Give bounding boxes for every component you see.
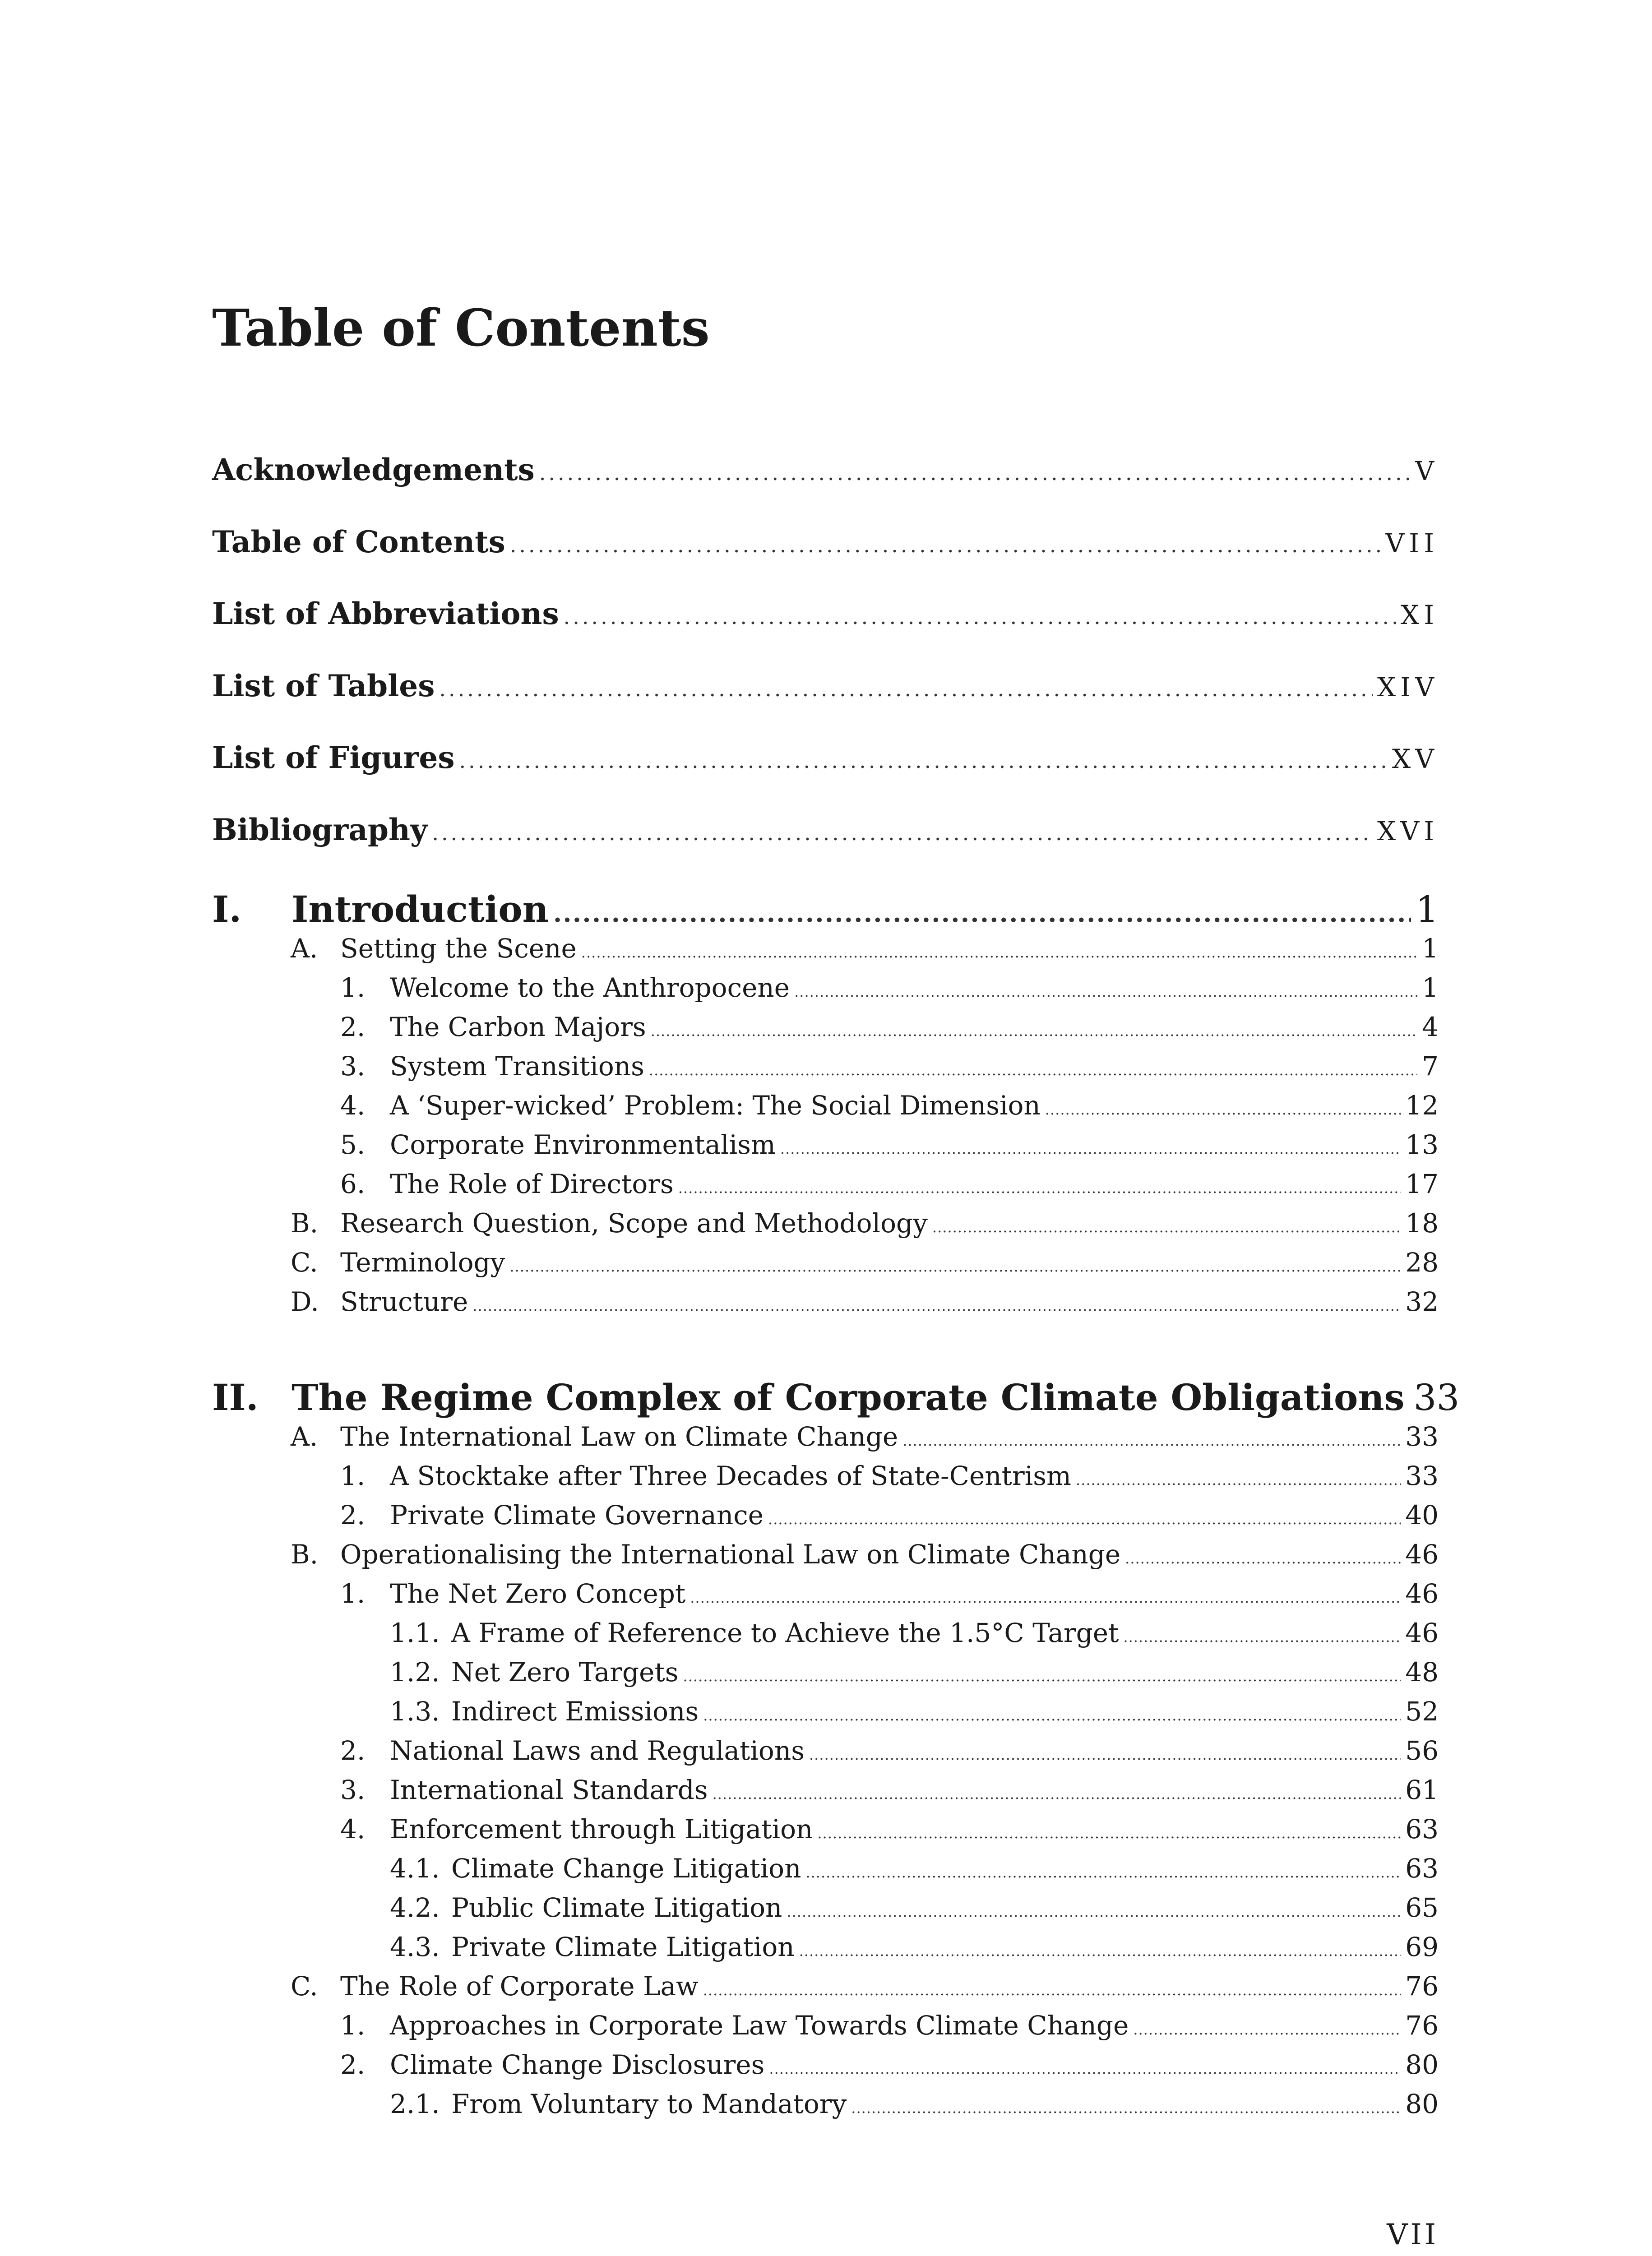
dot-leader (809, 1746, 1401, 1763)
dot-leader (1125, 1550, 1401, 1567)
toc-entry[interactable] (340, 972, 1439, 1008)
toc-front-matter-item[interactable] (212, 596, 1439, 637)
page-number: VII (1387, 2218, 1439, 2251)
toc-entry-page: 52 (1405, 1696, 1439, 1727)
toc-entry-number: 5. (340, 1129, 366, 1160)
toc-entry[interactable] (390, 1892, 1439, 1928)
toc-entry-number: 2. (340, 1735, 366, 1766)
toc-entry[interactable] (291, 1971, 1439, 2007)
toc-entry-title: Terminology (340, 1247, 505, 1278)
toc-entry-title: Bibliography (212, 812, 428, 847)
toc-entry-page: 76 (1405, 1971, 1439, 2002)
toc-entry-number: 1.3. (390, 1696, 440, 1727)
toc-entry[interactable] (340, 1578, 1439, 1614)
dot-leader (769, 2060, 1401, 2077)
toc-entry-page: 46 (1405, 1539, 1439, 1570)
dot-leader (1123, 1628, 1401, 1646)
toc-entry-title: National Laws and Regulations (390, 1735, 805, 1766)
dot-leader (509, 1258, 1401, 1275)
dot-leader (690, 1589, 1401, 1606)
dot-leader (510, 533, 1381, 557)
toc-entry-number: 6. (340, 1169, 366, 1199)
toc-entry[interactable] (390, 1853, 1439, 1889)
toc-entry-page: XV (1392, 744, 1439, 774)
dot-leader (683, 1668, 1401, 1685)
toc-entry-title: A Stocktake after Three Decades of State-Centrism (390, 1461, 1072, 1491)
toc-entry-page: 33 (1405, 1421, 1439, 1452)
toc-entry-page: 48 (1405, 1657, 1439, 1687)
toc-entry-title: The Role of Directors (390, 1169, 674, 1199)
toc-entry-page: 32 (1405, 1286, 1439, 1317)
toc-entry-page: 65 (1405, 1892, 1439, 1923)
toc-entry-page: 7 (1422, 1051, 1439, 1082)
dot-leader (539, 461, 1411, 485)
dot-leader (817, 1825, 1401, 1842)
toc-entry-page: 46 (1405, 1578, 1439, 1609)
toc-entry[interactable] (340, 1012, 1439, 1048)
toc-entry-title: The Regime Complex of Corporate Climate Obligations (292, 1376, 1405, 1419)
toc-entry-title: Climate Change Disclosures (390, 2049, 765, 2080)
dot-leader (651, 1022, 1417, 1040)
toc-entry-page: 28 (1405, 1247, 1439, 1278)
toc-entry-number: 4. (340, 1090, 366, 1121)
toc-entry-number: 2.1. (390, 2089, 440, 2119)
toc-entry-title: Climate Change Litigation (451, 1853, 801, 1884)
toc-entry-number: 1. (340, 1578, 366, 1609)
toc-entry-page: V (1415, 456, 1439, 486)
dot-leader (439, 677, 1372, 701)
dot-leader (851, 2099, 1401, 2117)
toc-entry-number: C. (291, 1247, 318, 1278)
dot-leader (553, 898, 1411, 928)
toc-entry-number: C. (291, 1971, 318, 2002)
toc-entry-number: A. (291, 1421, 318, 1452)
dot-leader (703, 1982, 1401, 1999)
dot-leader (564, 605, 1396, 629)
toc-entry-number: 1. (340, 2010, 366, 2041)
dot-leader (794, 983, 1417, 1000)
toc-front-matter-item[interactable] (212, 452, 1439, 493)
toc-entry-title: The Net Zero Concept (390, 1578, 686, 1609)
toc-entry[interactable] (390, 1932, 1439, 1968)
toc-entry-title: List of Figures (212, 740, 455, 775)
toc-entry-title: A ‘Super-wicked’ Problem: The Social Dimension (390, 1090, 1041, 1121)
toc-entry-title: Welcome to the Anthropocene (390, 972, 790, 1003)
toc-entry-title: The Role of Corporate Law (340, 1971, 699, 2002)
toc-entry-page: 4 (1422, 1012, 1439, 1042)
toc-entry-number: 1.1. (390, 1618, 440, 1648)
toc-entry-page: 76 (1405, 2010, 1439, 2041)
toc-entry[interactable] (340, 2010, 1439, 2046)
toc-entry-page: 46 (1405, 1618, 1439, 1648)
toc-entry-title: Setting the Scene (340, 933, 577, 964)
toc-entry-page: XI (1400, 600, 1439, 630)
toc-front-matter-item[interactable] (212, 524, 1439, 565)
toc-entry[interactable] (291, 933, 1439, 969)
dot-leader (787, 1903, 1401, 1920)
toc-entry[interactable] (390, 1618, 1439, 1654)
toc-entry-title: A Frame of Reference to Achieve the 1.5°C Target (451, 1618, 1119, 1648)
dot-leader (713, 1785, 1401, 1803)
page-title: Table of Contents (212, 299, 710, 358)
dot-leader (902, 1432, 1401, 1449)
toc-entry-page: 1 (1422, 972, 1439, 1003)
toc-entry-title: Structure (340, 1286, 468, 1317)
toc-entry-title: Acknowledgements (212, 452, 535, 487)
toc-entry[interactable] (340, 1129, 1439, 1165)
toc-entry-page: 80 (1405, 2049, 1439, 2080)
toc-entry-number: D. (291, 1286, 319, 1317)
toc-front-matter-item[interactable] (212, 812, 1439, 853)
toc-entry-page: 13 (1405, 1129, 1439, 1160)
toc-entry-title: Net Zero Targets (451, 1657, 679, 1687)
toc-entry-number: 4. (340, 1814, 366, 1845)
toc-entry[interactable] (390, 2089, 1439, 2125)
dot-leader (432, 821, 1373, 845)
toc-entry-number: 4.1. (390, 1853, 440, 1884)
toc-entry-page: XVI (1377, 815, 1439, 846)
toc-entry-number: 2. (340, 1012, 366, 1042)
dot-leader (1133, 2021, 1401, 2038)
toc-entry[interactable] (340, 1461, 1439, 1497)
toc-entry[interactable] (291, 1247, 1439, 1283)
toc-entry[interactable] (340, 1090, 1439, 1126)
toc-entry-page: 17 (1405, 1169, 1439, 1199)
toc-entry-page: XIV (1377, 671, 1439, 703)
toc-entry-title: System Transitions (390, 1051, 644, 1082)
toc-entry-title: Corporate Environmentalism (390, 1129, 776, 1160)
toc-entry-page: 63 (1405, 1814, 1439, 1845)
toc-entry[interactable] (390, 1657, 1439, 1693)
toc-entry-page: 12 (1405, 1090, 1439, 1121)
toc-entry-page: 33 (1405, 1461, 1439, 1491)
dot-leader (1076, 1471, 1401, 1489)
toc-entry-page: 63 (1405, 1853, 1439, 1884)
dot-leader (678, 1179, 1401, 1197)
toc-entry-number: 4.3. (390, 1932, 440, 1962)
toc-entry[interactable] (340, 1500, 1439, 1536)
toc-entry[interactable] (340, 2049, 1439, 2085)
toc-entry-number: 1. (340, 972, 366, 1003)
toc-entry-title: List of Abbreviations (212, 596, 559, 631)
toc-entry-title: List of Tables (212, 668, 435, 703)
toc-entry[interactable] (291, 1208, 1439, 1244)
toc-entry[interactable] (390, 1696, 1439, 1732)
toc-entry-number: 1.2. (390, 1657, 440, 1687)
dot-leader (472, 1297, 1401, 1314)
toc-entry-title: Private Climate Litigation (451, 1932, 795, 1962)
toc-entry-number: B. (291, 1208, 319, 1239)
toc-entry-page: 18 (1405, 1208, 1439, 1239)
toc-chapter-heading[interactable] (212, 888, 1439, 933)
toc-entry-page: 40 (1405, 1500, 1439, 1530)
toc-entry[interactable] (340, 1051, 1439, 1087)
toc-front-matter-item[interactable] (212, 668, 1439, 709)
toc-entry-title: Research Question, Scope and Methodology (340, 1208, 928, 1239)
toc-entry-number: 3. (340, 1775, 366, 1805)
toc-entry-title: From Voluntary to Mandatory (451, 2089, 847, 2119)
toc-entry-number: 4.2. (390, 1892, 440, 1923)
toc-entry-title: Approaches in Corporate Law Towards Climate Change (390, 2010, 1129, 2041)
toc-entry-number: 2. (340, 1500, 366, 1530)
toc-entry[interactable] (340, 1775, 1439, 1811)
toc-entry-title: Public Climate Litigation (451, 1892, 782, 1923)
toc-entry[interactable] (340, 1735, 1439, 1771)
toc-chapter-heading[interactable] (212, 1376, 1460, 1421)
toc-entry-title: The International Law on Climate Change (340, 1421, 898, 1452)
toc-entry[interactable] (340, 1814, 1439, 1850)
toc-entry-page: 61 (1405, 1775, 1439, 1805)
toc-entry-page: 56 (1405, 1735, 1439, 1766)
toc-entry-page: 33 (1413, 1377, 1460, 1419)
toc-entry-number: 1. (340, 1461, 366, 1491)
toc-entry-title: Operationalising the International Law on Climate Change (340, 1539, 1121, 1570)
dot-leader (649, 1062, 1417, 1079)
toc-entry-title: Private Climate Governance (390, 1500, 764, 1530)
toc-entry-page: 80 (1405, 2089, 1439, 2119)
toc-entry[interactable] (291, 1286, 1439, 1322)
toc-front-matter-item[interactable] (212, 740, 1439, 781)
toc-entry-number: I. (212, 888, 242, 930)
toc-entry-number: 2. (340, 2049, 366, 2080)
toc-entry-number: B. (291, 1539, 319, 1570)
dot-leader (805, 1864, 1401, 1881)
toc-entry-title: International Standards (390, 1775, 708, 1805)
toc-entry-title: Table of Contents (212, 524, 505, 559)
dot-leader (459, 749, 1387, 773)
toc-entry-page: VII (1385, 527, 1439, 559)
toc-entry-title: Introduction (292, 888, 549, 930)
toc-entry-page: 69 (1405, 1932, 1439, 1962)
dot-leader (799, 1942, 1401, 1960)
toc-entry[interactable] (291, 1539, 1439, 1575)
toc-entry[interactable] (291, 1421, 1439, 1457)
dot-leader (780, 1140, 1401, 1157)
toc-entry-number: 3. (340, 1051, 366, 1082)
toc-entry-number: A. (291, 933, 318, 964)
toc-entry-page: 1 (1416, 888, 1439, 930)
toc-entry-title: The Carbon Majors (390, 1012, 646, 1042)
toc-entry-title: Enforcement through Litigation (390, 1814, 813, 1845)
dot-leader (932, 1219, 1401, 1236)
dot-leader (1045, 1101, 1401, 1118)
dot-leader (703, 1707, 1401, 1724)
toc-entry-page: 1 (1422, 933, 1439, 964)
dot-leader (581, 944, 1417, 961)
toc-entry-title: Indirect Emissions (451, 1696, 699, 1727)
toc-entry[interactable] (340, 1169, 1439, 1205)
dot-leader (768, 1511, 1401, 1528)
toc-entry-number: II. (212, 1376, 259, 1419)
